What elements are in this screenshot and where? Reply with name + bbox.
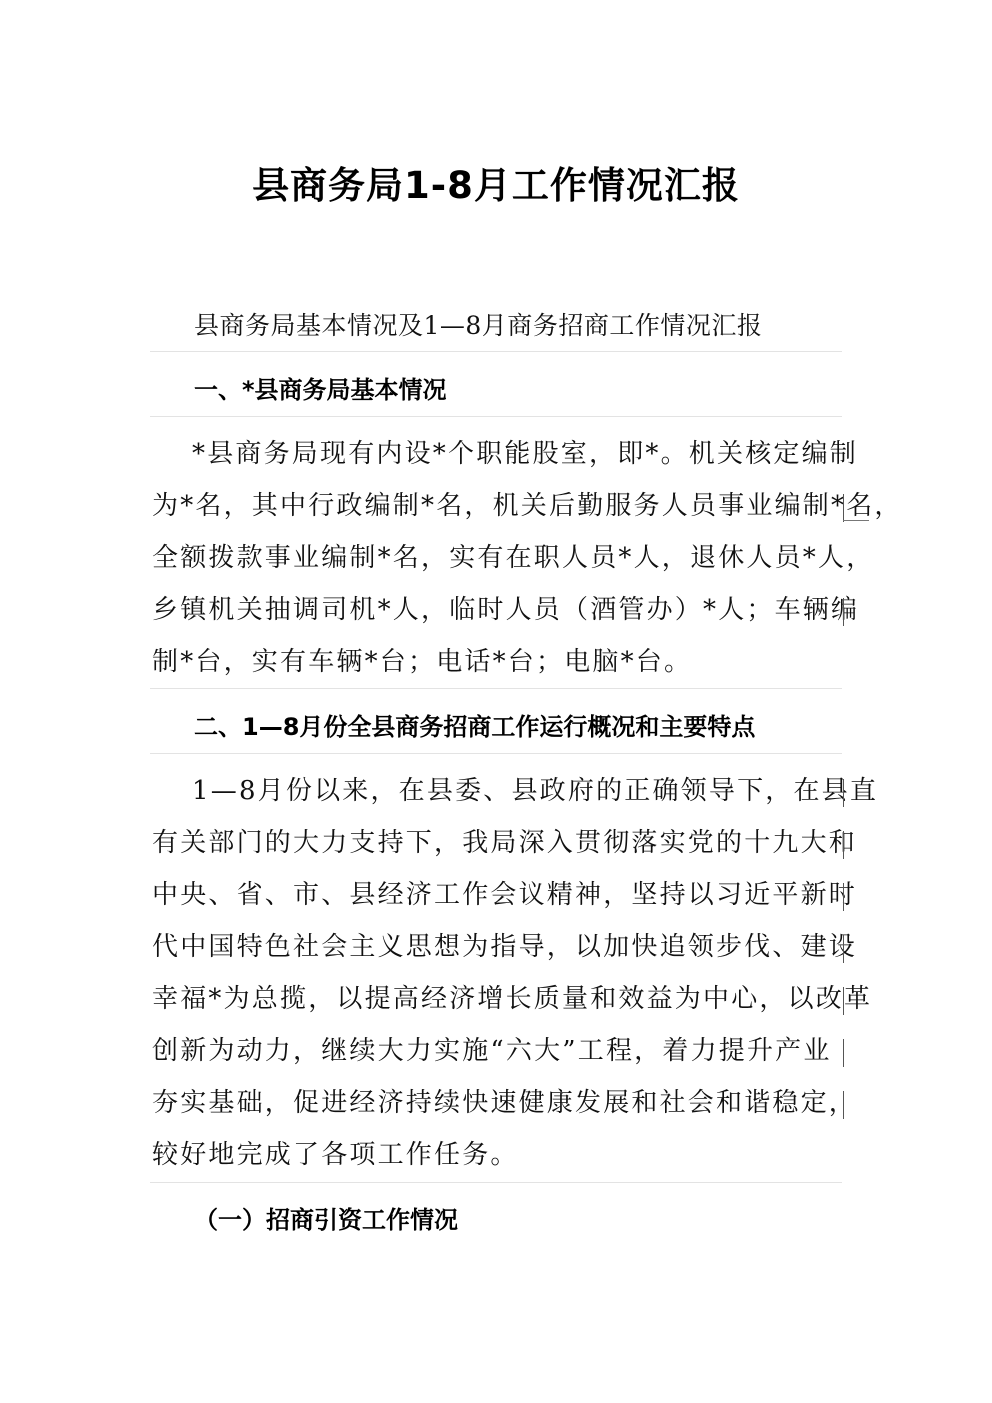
body-line: 中央、省、市、县经济工作会议精神，坚持以习近平新时 xyxy=(152,880,858,910)
divider xyxy=(150,753,842,754)
document-title: 县商务局1-8月工作情况汇报 xyxy=(252,164,740,207)
section-body-2 xyxy=(152,765,879,1181)
margin-mark xyxy=(843,1091,844,1119)
body-line: *县商务局现有内设*个职能股室，即*。机关核定编制 xyxy=(192,439,859,469)
body-line: 为*名，其中行政编制*名，机关后勤服务人员事业编制*名， xyxy=(152,491,903,521)
margin-mark xyxy=(843,831,844,859)
margin-mark xyxy=(843,598,844,626)
body-line: 1—8月份以来，在县委、县政府的正确领导下，在县直 xyxy=(192,776,879,806)
body-line: 有关部门的大力支持下，我局深入贯彻落实党的十九大和 xyxy=(152,828,858,858)
body-line: 幸福*为总揽，以提高经济增长质量和效益为中心，以改革 xyxy=(152,984,873,1014)
divider xyxy=(150,351,842,352)
body-line: 全额拨款事业编制*名，实有在职人员*人，退休人员*人， xyxy=(152,543,875,573)
section-body-1 xyxy=(152,428,903,688)
body-line: 乡镇机关抽调司机*人，临时人员（酒管办）*人；车辆编 xyxy=(152,595,860,625)
divider xyxy=(150,1182,842,1183)
document-subtitle: 县商务局基本情况及1—8月商务招商工作情况汇报 xyxy=(194,311,763,340)
divider xyxy=(150,416,842,417)
margin-mark xyxy=(843,1039,844,1067)
section-heading-2: 二、1—8月份全县商务招商工作运行概况和主要特点 xyxy=(194,713,756,741)
margin-mark xyxy=(843,883,844,911)
margin-mark xyxy=(843,935,844,963)
section-heading-1: 一、*县商务局基本情况 xyxy=(194,376,447,404)
body-line: 较好地完成了各项工作任务。 xyxy=(152,1140,519,1170)
margin-mark xyxy=(843,779,844,807)
margin-mark xyxy=(843,520,869,521)
body-line: 代中国特色社会主义思想为指导，以加快追领步伐、建设 xyxy=(152,932,858,962)
body-line: 制*台，实有车辆*台；电话*台；电脑*台。 xyxy=(152,647,693,677)
divider xyxy=(150,688,842,689)
body-line: 夯实基础，促进经济持续快速健康发展和社会和谐稳定， xyxy=(152,1088,858,1118)
section-heading-3: （一）招商引资工作情况 xyxy=(194,1206,458,1234)
margin-mark xyxy=(843,987,844,1015)
margin-mark xyxy=(843,494,844,522)
body-line: 创新为动力，继续大力实施“六大”工程，着力提升产业 xyxy=(152,1036,832,1066)
